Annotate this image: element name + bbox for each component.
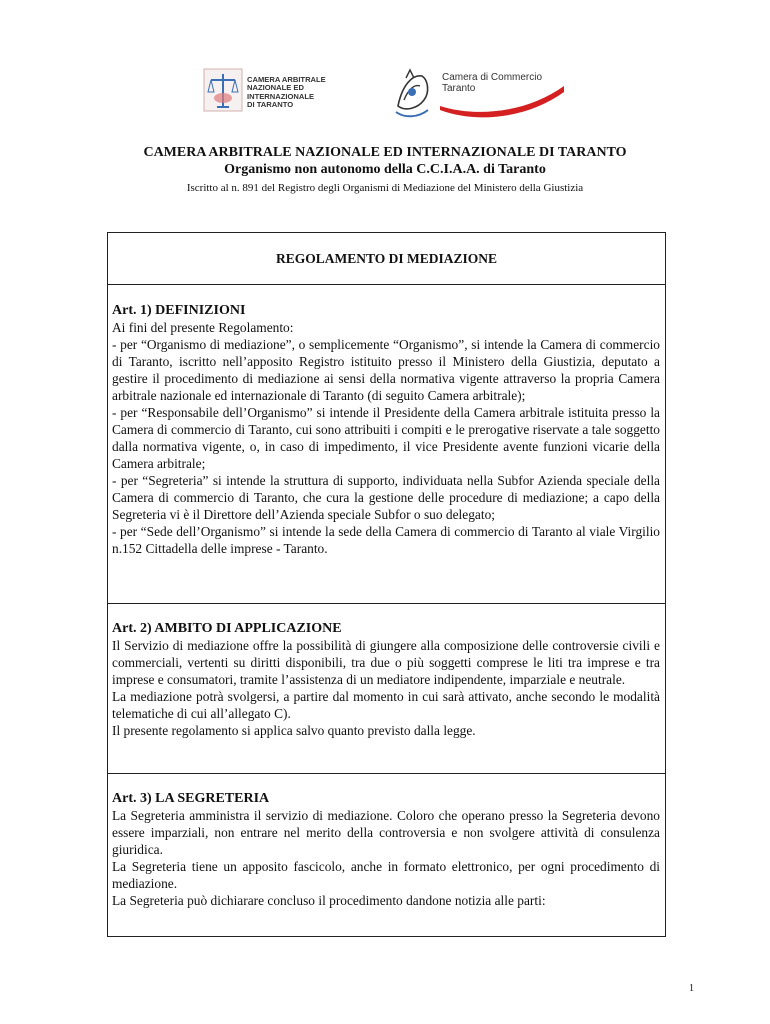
registry-note: Iscritto al n. 891 del Registro degli Organismi di Mediazione del Ministero della Giustizia (186, 182, 584, 194)
regulation-box (107, 232, 666, 937)
article-2 (108, 604, 665, 774)
scales-of-justice-icon (203, 68, 243, 112)
institution-subtitle: Organismo non autonomo della C.C.I.A.A. di Taranto (224, 162, 546, 177)
article-heading: Art. 3) LA SEGRETERIA (112, 791, 270, 806)
article-paragraph: - per “Organismo di mediazione”, o semplicemente “Organismo”, si intende la Camera di commercio di Taranto, iscritto nell’apposito Registro istituito presso il Ministero della Giustizia, deputato a gestire il procedimento di mediazione ai sensi della normativa vigente attraverso la propria Camera arbitrale nazionale ed internazionale di Taranto (di seguito Camera arbitrale); (112, 337, 660, 403)
article-paragraph: Il presente regolamento si applica salvo quanto previsto dalla legge. (112, 723, 476, 738)
article-paragraph: Ai fini del presente Regolamento: (112, 320, 294, 335)
article-heading: Art. 1) DEFINIZIONI (112, 303, 246, 318)
article-paragraph: La Segreteria può dichiarare concluso il procedimento dandone notizia alle parti: (112, 893, 546, 908)
article-paragraph: Il Servizio di mediazione offre la possibilità di giungere alla composizione delle controversie civili e commerciali, vertenti su diritti disponibili, tra due o più soggetti comprese le liti tra imprese e tra imprese e consumatori, tramite l’assistenza di un mediatore indipendente, imparziale e neutrale. (112, 638, 660, 687)
article-heading: Art. 2) AMBITO DI APPLICAZIONE (112, 621, 342, 636)
regulation-title: REGOLAMENTO DI MEDIAZIONE (108, 233, 665, 285)
article-paragraph: - per “Sede dell’Organismo” si intende la sede della Camera di commercio di Taranto al viale Virgilio n.152 Cittadella delle imprese - Taranto. (112, 524, 660, 556)
camera-arbitrale-logo (203, 68, 343, 114)
article-paragraph: - per “Responsabile dell’Organismo” si intende il Presidente della Camera arbitrale istituita presso la Camera di commercio di Taranto, cui sono attribuiti i compiti e le prerogative riservate a tale soggetto dalla normativa vigente, o, in caso di impedimento, il vice Presidente avente funzioni vicarie della Camera arbitrale; (112, 405, 660, 471)
article-paragraph: La mediazione potrà svolgersi, a partire dal momento in cui sarà attivato, anche secondo le modalità telematiche di cui all’allegato C). (112, 689, 660, 721)
camera-commercio-logo-text: Camera di Commercio Taranto (442, 72, 543, 94)
camera-arbitrale-logo-text: CAMERA ARBITRALE NAZIONALE ED INTERNAZIONALE DI TARANTO (247, 75, 326, 110)
article-paragraph: La Segreteria tiene un apposito fascicolo, anche in formato elettronico, per ogni procedimento di mediazione. (112, 859, 660, 891)
logo-bar (0, 66, 770, 122)
article-paragraph: La Segreteria amministra il servizio di mediazione. Coloro che operano presso la Segreteria devono essere imparziali, non entrare nel merito della controversia e non svolgere attività di consulenza giuridica. (112, 808, 660, 857)
institution-title: CAMERA ARBITRALE NAZIONALE ED INTERNAZIONALE DI TARANTO (143, 145, 627, 160)
article-paragraph: - per “Segreteria” si intende la struttura di supporto, individuata nella Subfor Azienda speciale della Camera di commercio di Taranto, che cura la gestione delle procedure di mediazione; a capo della Segreteria vi è il Direttore dell’Azienda speciale Subfor o suo delegato; (112, 473, 660, 522)
page-number: 1 (689, 983, 694, 994)
camera-commercio-logo (388, 66, 568, 122)
article-3 (108, 774, 665, 909)
article-1 (108, 285, 665, 604)
document-header (0, 144, 770, 195)
